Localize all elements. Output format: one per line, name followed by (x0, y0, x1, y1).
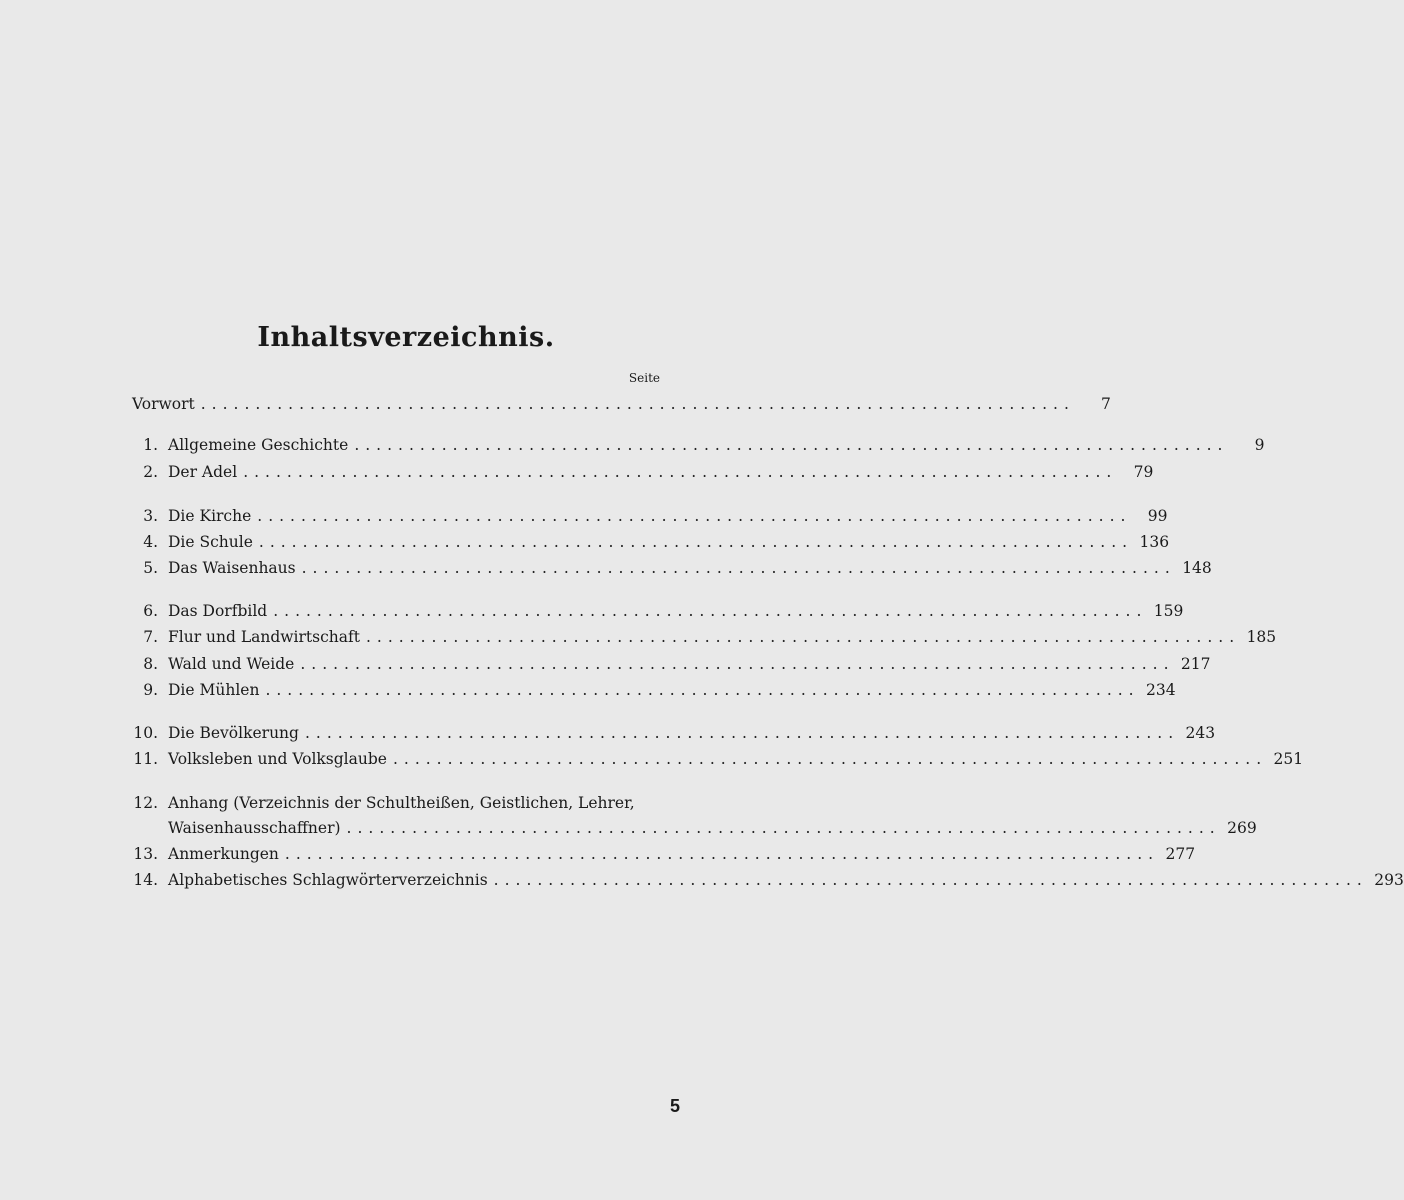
toc-entry-title: Das Waisenhaus (168, 559, 296, 577)
toc-entry-page: 293 (1374, 871, 1404, 889)
toc-entry-number: 11. (133, 750, 158, 768)
toc-entry (124, 677, 1176, 703)
toc-entry-page: 234 (1146, 681, 1176, 699)
toc-entry-title: Vorwort (132, 395, 195, 413)
toc-entry-number: 14. (133, 871, 158, 889)
toc-entry-title: Volksleben und Volksglaube (168, 750, 387, 768)
toc-entry-page: 277 (1165, 845, 1196, 863)
toc-entry-title: Alphabetisches Schlagwörterverzeichnis (168, 871, 488, 889)
dot-leader: ................................................................................ (301, 559, 1176, 577)
toc-entry-number: 8. (143, 655, 158, 673)
dot-leader: ................................................................................ (257, 507, 1132, 525)
toc-entry-title: Flur und Landwirtschaft (168, 628, 360, 646)
toc-entry-number: 6. (143, 602, 158, 620)
toc-entry-title: Der Adel (168, 463, 238, 481)
toc-entry (124, 720, 1216, 746)
toc-entry-page: 251 (1273, 750, 1304, 768)
toc-entry-number: 4. (143, 533, 158, 551)
toc-entry (124, 432, 1265, 458)
toc-entry (124, 459, 1154, 485)
page-title: Inhaltsverzeichnis. (257, 322, 555, 353)
toc-entry (124, 391, 1111, 417)
dot-leader: ................................................................................ (243, 463, 1118, 481)
toc-entry-page: 159 (1153, 602, 1184, 620)
toc-entry-page: 148 (1182, 559, 1212, 577)
toc-entry-title: Anhang (Verzeichnis der Schultheißen, Geistlichen, Lehrer, (168, 794, 635, 812)
toc-entry-page: 99 (1147, 507, 1168, 525)
toc-entry-title: Die Mühlen (168, 681, 260, 699)
toc-entry-page: 243 (1185, 724, 1216, 742)
dot-leader: ................................................................................ (265, 681, 1140, 699)
dot-leader: ................................................................................ (346, 819, 1221, 837)
dot-leader: ................................................................................ (304, 724, 1180, 742)
toc-entry-number: 10. (133, 724, 158, 742)
toc-entry (124, 503, 1168, 529)
dot-leader: ................................................................................ (284, 845, 1160, 863)
toc-entry (124, 651, 1211, 677)
toc-entry-number: 3. (143, 507, 158, 525)
toc-entry-title: Wald und Weide (168, 655, 295, 673)
toc-entry-title-continued: Waisenhausschaffner) (168, 819, 341, 837)
toc-entry-title: Allgemeine Geschichte (168, 436, 349, 454)
toc-entry-page: 79 (1133, 463, 1154, 481)
toc-entry-page: 7 (1101, 395, 1111, 413)
toc-entry-page: 217 (1180, 655, 1211, 673)
dot-leader: ................................................................................ (365, 628, 1241, 646)
toc-entry-title: Anmerkungen (168, 845, 279, 863)
dot-leader: ................................................................................ (258, 533, 1134, 551)
dot-leader: ................................................................................ (493, 871, 1368, 889)
page-number: 5 (669, 1096, 680, 1116)
toc-entry-page: 185 (1246, 628, 1277, 646)
dot-leader: ................................................................................ (392, 750, 1268, 768)
dot-leader: ................................................................................ (200, 395, 1075, 413)
toc-entry (124, 746, 1304, 772)
toc-entry-page: 136 (1139, 533, 1170, 551)
dot-leader: ................................................................................ (354, 436, 1229, 454)
toc-entry-page: 269 (1227, 819, 1257, 837)
toc-entry (124, 555, 1212, 581)
toc-entry (124, 598, 1184, 624)
toc-entry-title: Die Kirche (168, 507, 252, 525)
toc-entry-number: 5. (143, 559, 158, 577)
dot-leader: ................................................................................ (300, 655, 1175, 673)
toc-entry-title: Das Dorfbild (168, 602, 268, 620)
toc-entry-number: 12. (133, 794, 158, 812)
dot-leader: ................................................................................ (273, 602, 1148, 620)
toc-entry (124, 624, 1277, 650)
toc-entry-continuation (124, 815, 1257, 841)
toc-entry (124, 841, 1196, 867)
toc-entry-title: Die Schule (168, 533, 253, 551)
toc-entry-number: 7. (143, 628, 158, 646)
toc-entry-number: 2. (143, 463, 158, 481)
toc-entry (124, 529, 1170, 555)
toc-entry-title: Die Bevölkerung (168, 724, 299, 742)
toc-entry-number: 9. (143, 681, 158, 699)
page-column-label: Seite (628, 371, 660, 385)
toc-entry-number: 13. (133, 845, 158, 863)
toc-entry (124, 867, 1404, 893)
toc-entry-page: 9 (1254, 436, 1265, 454)
toc-entry (124, 790, 660, 816)
toc-entry-number: 1. (143, 436, 158, 454)
